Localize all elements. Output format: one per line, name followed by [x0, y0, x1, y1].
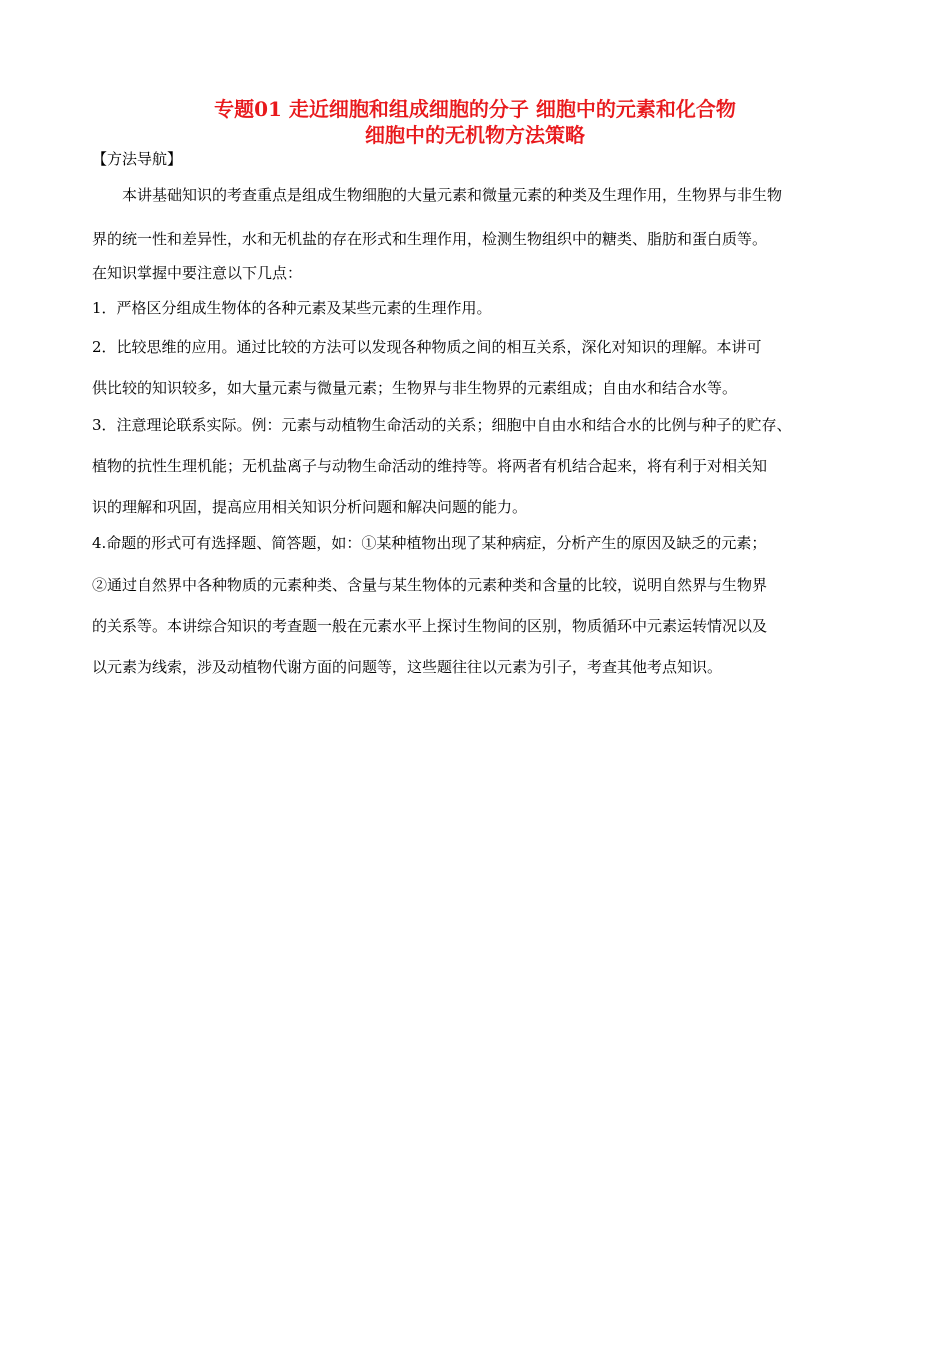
document-title-line-1: 专题01 走近细胞和组成细胞的分子 细胞中的元素和化合物	[214, 97, 736, 121]
list-item-1: 1．严格区分组成生物体的各种元素及某些元素的生理作用。	[92, 299, 492, 317]
list-item-4-continued: ②通过自然界中各种物质的元素种类、含量与某生物体的元素种类和含量的比较，说明自然界与生物界	[92, 576, 768, 594]
document-title-line-2: 细胞中的无机物方法策略	[365, 123, 585, 147]
paragraph-line: 本讲基础知识的考查重点是组成生物细胞的大量元素和微量元素的种类及生理作用，生物界与非生物	[122, 186, 783, 204]
list-item-3-continued: 植物的抗性生理机能；无机盐离子与动物生命活动的维持等。将两者有机结合起来，将有利于对相关知	[92, 457, 768, 475]
section-heading: 【方法导航】	[92, 150, 183, 168]
list-item-3: 3．注意理论联系实际。例：元素与动植物生命活动的关系；细胞中自由水和结合水的比例与种子的贮存、	[92, 416, 792, 434]
paragraph-line: 界的统一性和差异性，水和无机盐的存在形式和生理作用，检测生物组织中的糖类、脂肪和蛋白质等。	[92, 230, 768, 248]
list-item-2-continued: 供比较的知识较多，如大量元素与微量元素；生物界与非生物界的元素组成；自由水和结合水等。	[92, 379, 738, 397]
list-item-2: 2．比较思维的应用。通过比较的方法可以发现各种物质之间的相互关系，深化对知识的理解。本讲可	[92, 338, 762, 356]
list-item-4-continued: 的关系等。本讲综合知识的考查题一般在元素水平上探讨生物间的区别，物质循环中元素运转情况以及	[92, 617, 768, 635]
list-item-3-continued: 识的理解和巩固，提高应用相关知识分析问题和解决问题的能力。	[92, 498, 528, 516]
paragraph-line: 在知识掌握中要注意以下几点：	[92, 264, 303, 282]
list-item-4: 4.命题的形式可有选择题、简答题，如：①某种植物出现了某种病症，分析产生的原因及缺乏的元素；	[92, 534, 767, 552]
list-item-4-continued: 以元素为线索，涉及动植物代谢方面的问题等，这些题往往以元素为引子，考查其他考点知识。	[92, 658, 723, 676]
